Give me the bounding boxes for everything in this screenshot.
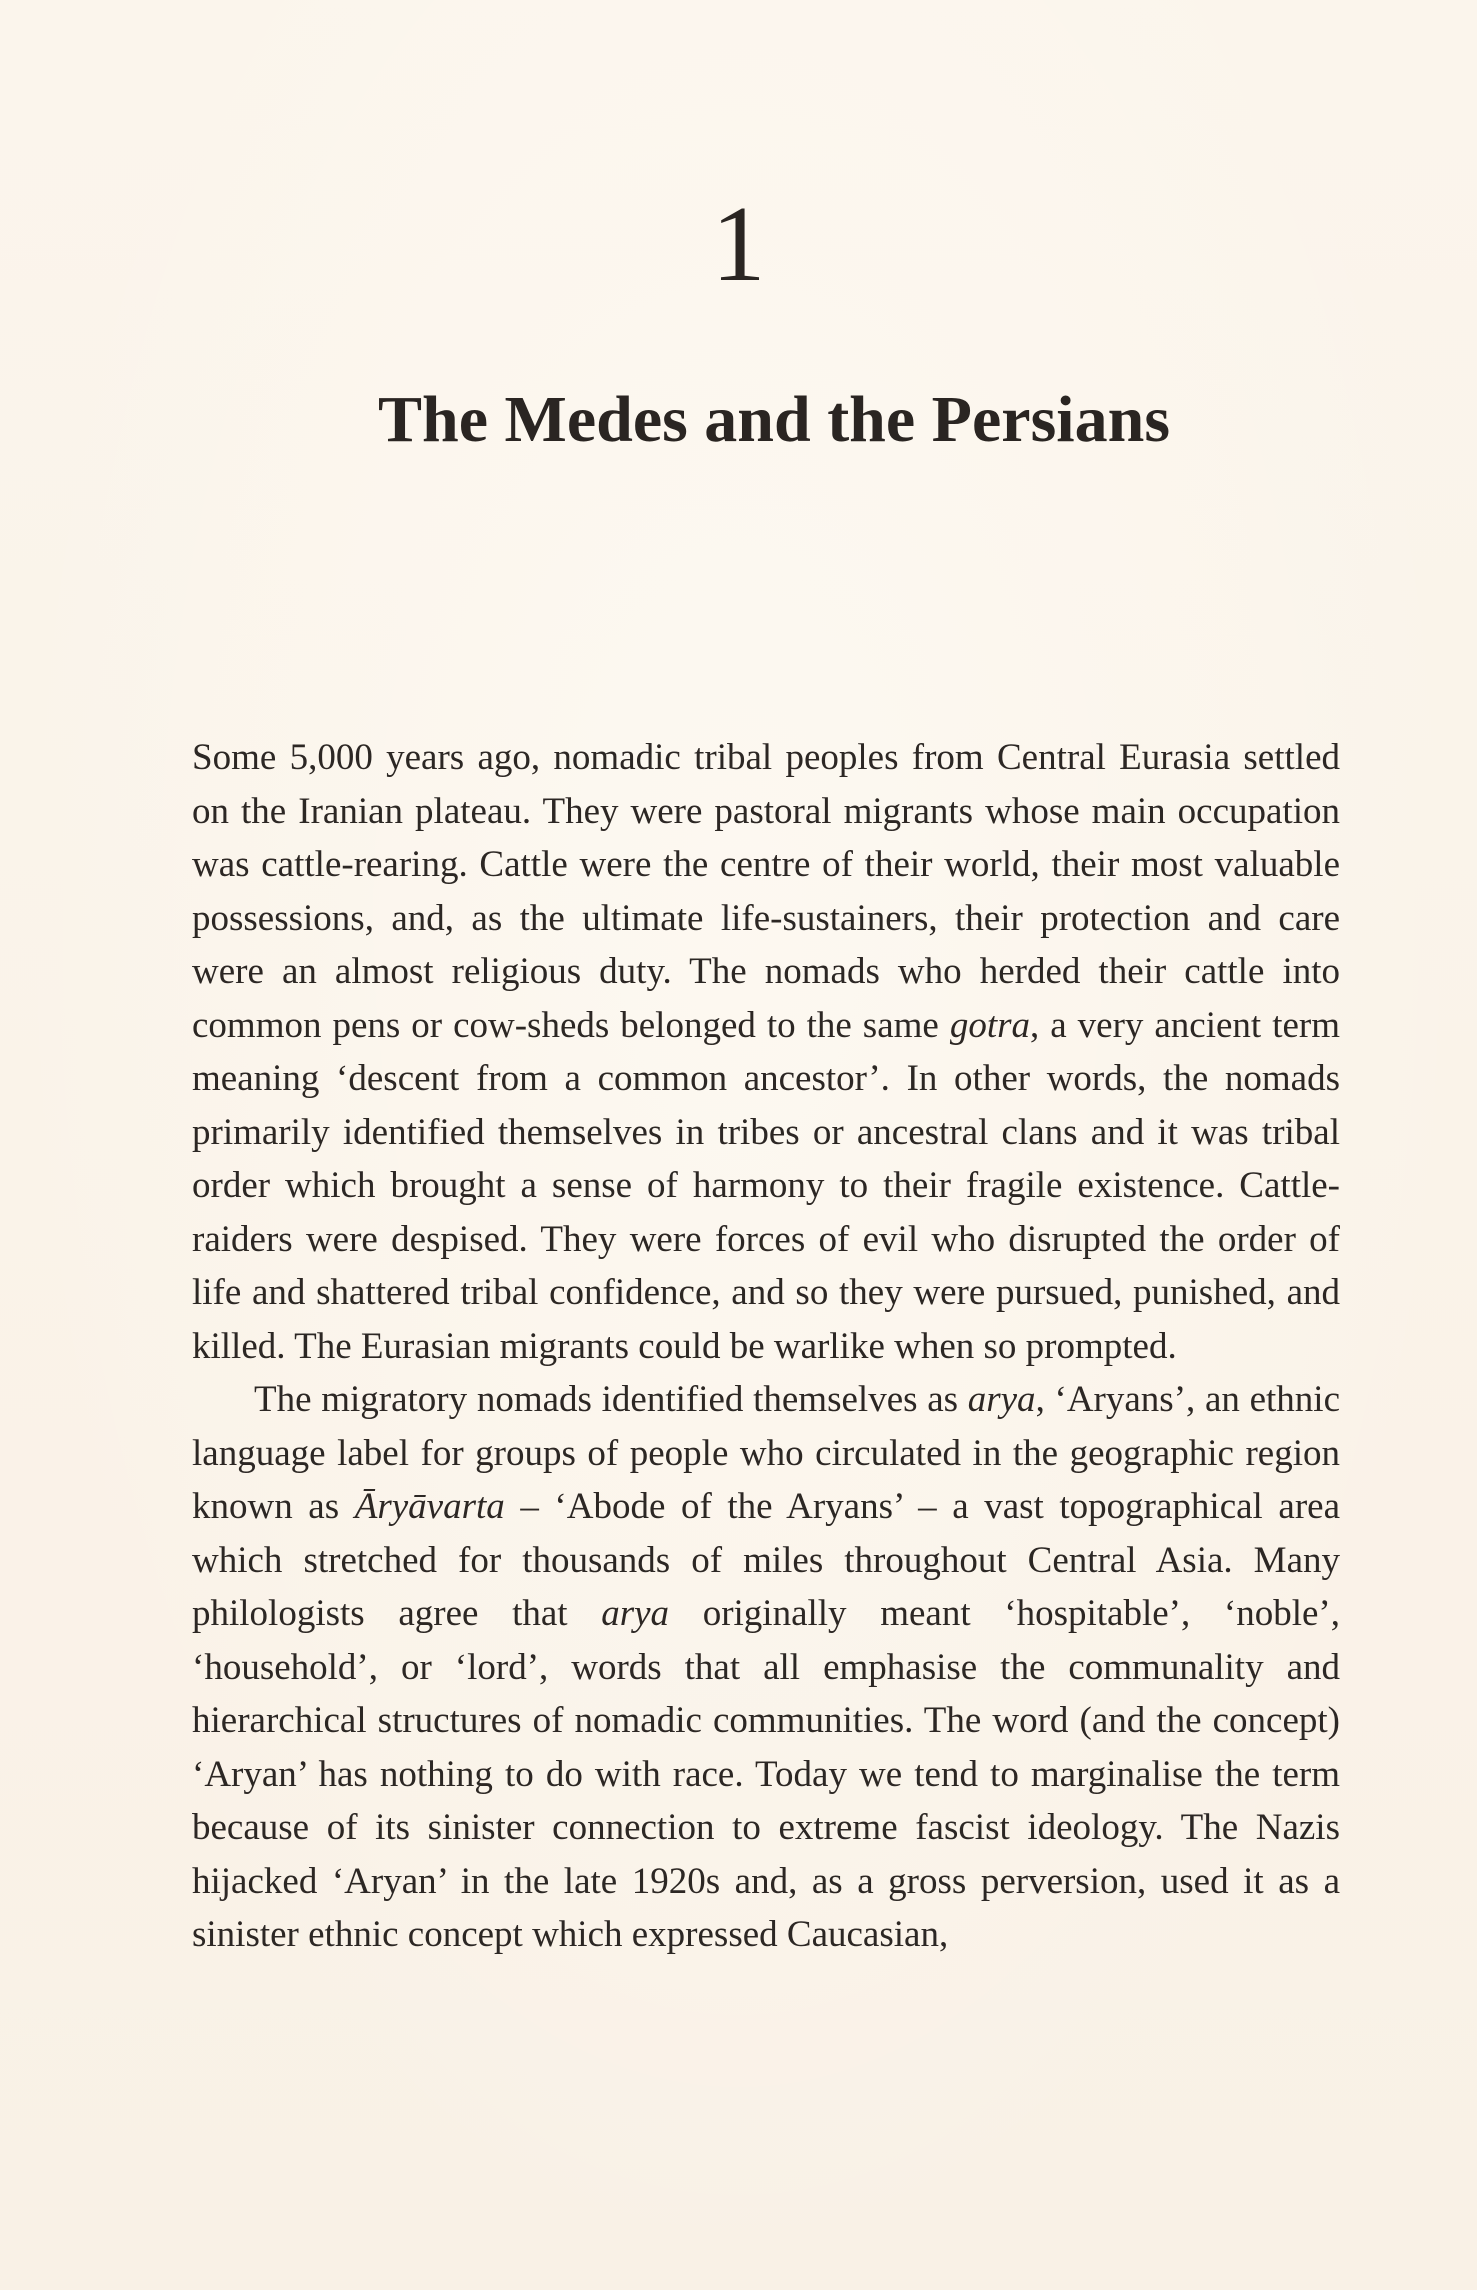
chapter-title: The Medes and the Persians	[378, 383, 1170, 456]
body-text	[192, 731, 1340, 1962]
paragraph-1-text-2: , a very ancient term meaning ‘descent from a common ancestor’. In other words, the nomads primarily identified themselves in tribes or ancestral clans and it was tribal order which brought a sense of harmony to their fragile existence. Cattle-raiders were despised. They were forces of evil who disrupted the order of life and shattered tribal confidence, and so they were pursued, punished, and killed. The Eurasian migrants could be warlike when so prompted.	[192, 1004, 1340, 1367]
paragraph-2-text-3: – ‘Abode of the Aryans’ – a vast topographical area which stretched for thousands of miles throughout Central Asia. Many philologists agree that	[192, 1486, 1340, 1634]
paragraph-2-text-4: originally meant ‘hospitable’, ‘noble’, ‘household’, or ‘lord’, words that all emphasise the communality and hierarchical structures of nomadic communities. The word (and the concept) ‘Aryan’ has nothing to do with race. Today we tend to marginalise the term because of its sinister connection to extreme fascist ideology. The Nazis hijacked ‘Aryan’ in the late 1920s and, as a gross perversion, used it as a sinister ethnic concept which expressed Caucasian,	[192, 1593, 1340, 1955]
paragraph-2-text-1: The migratory nomads identified themselves as	[254, 1379, 968, 1420]
term-arya-2: arya	[601, 1593, 670, 1634]
paragraph-2	[192, 1373, 1340, 1962]
paragraph-1-text-1: Some 5,000 years ago, nomadic tribal peoples from Central Eurasia settled on the Iranian plateau. They were pastoral migrants whose main occupation was cattle-rearing. Cattle were the centre of their world, their most valuable possessions, and, as the ultimate life-sustainers, their protection and care were an almost religious duty. The nomads who herded their cattle into common pens or cow-sheds belonged to the same	[192, 737, 1340, 1046]
term-aryavarta: Āryāvarta	[354, 1486, 505, 1527]
chapter-number: 1	[711, 185, 766, 304]
paragraph-1	[192, 731, 1340, 1373]
term-arya: arya	[967, 1379, 1036, 1420]
term-gotra: gotra	[949, 1004, 1031, 1046]
paragraph-2-text-2: , ‘Aryans’, an ethnic language label for groups of people who circulated in the geographic region known as	[192, 1379, 1340, 1527]
